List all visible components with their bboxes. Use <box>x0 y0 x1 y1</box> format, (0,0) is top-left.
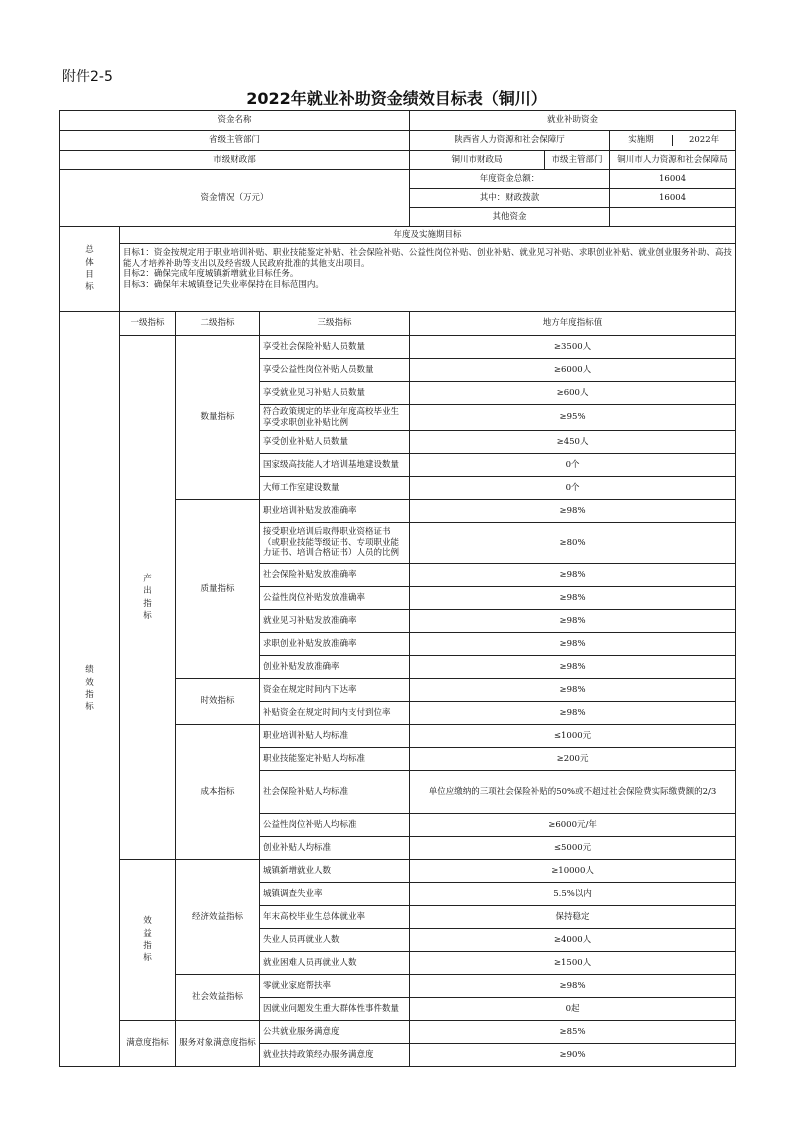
indicator-name: 求职创业补贴发放准确率 <box>260 633 410 656</box>
indicator-value: 0个 <box>410 454 736 477</box>
indicator-name: 年末高校毕业生总体就业率 <box>260 906 410 929</box>
period-label: 实施期 <box>610 135 673 146</box>
indicator-name: 国家级高技能人才培训基地建设数量 <box>260 454 410 477</box>
indicator-name: 享受创业补贴人员数量 <box>260 431 410 454</box>
indicator-name: 大师工作室建设数量 <box>260 477 410 500</box>
indicator-name: 社会保险补贴发放准确率 <box>260 564 410 587</box>
finance-value: 16004 <box>610 189 736 208</box>
col-value-header: 地方年度指标值 <box>410 312 736 336</box>
indicator-name: 创业补贴发放准确率 <box>260 656 410 679</box>
city-dept-value: 铜川市人力资源和社会保障局 <box>610 151 736 170</box>
fund-name-label: 资金名称 <box>60 111 410 131</box>
indicator-name: 享受就业见习补贴人员数量 <box>260 382 410 405</box>
quantity-indicator-label: 数量指标 <box>176 336 260 500</box>
overall-goal-label: 总体目标 <box>85 245 94 293</box>
indicator-value: ≥98% <box>410 975 736 998</box>
indicator-name: 城镇新增就业人数 <box>260 860 410 883</box>
indicator-name: 就业扶持政策经办服务满意度 <box>260 1044 410 1067</box>
fund-status-label: 资金情况（万元） <box>60 170 410 227</box>
output-indicator-label: 产出指标 <box>143 573 152 621</box>
indicator-value: ≥98% <box>410 587 736 610</box>
indicator-name: 城镇调查失业率 <box>260 883 410 906</box>
indicator-value: ≥98% <box>410 610 736 633</box>
indicator-name: 零就业家庭帮扶率 <box>260 975 410 998</box>
city-finance-label: 市级财政部 <box>60 151 410 170</box>
timeliness-indicator-label: 时效指标 <box>176 679 260 725</box>
indicator-value: ≥1500人 <box>410 952 736 975</box>
indicator-name: 就业困难人员再就业人数 <box>260 952 410 975</box>
indicator-value: ≥98% <box>410 633 736 656</box>
social-indicator-label: 社会效益指标 <box>176 975 260 1021</box>
indicator-name: 职业技能鉴定补贴人均标准 <box>260 748 410 771</box>
indicator-name: 职业培训补贴人均标准 <box>260 725 410 748</box>
service-satisfaction-label: 服务对象满意度指标 <box>176 1021 260 1067</box>
col-level1-header: 一级指标 <box>120 312 176 336</box>
indicator-value: ≥6000元/年 <box>410 814 736 837</box>
cost-indicator-label: 成本指标 <box>176 725 260 860</box>
economic-indicator-label: 经济效益指标 <box>176 860 260 975</box>
goal-3: 目标3：确保年末城镇登记失业率保持在目标范围内。 <box>123 279 324 290</box>
prov-dept-label: 省级主管部门 <box>60 131 410 151</box>
prov-dept-value: 陕西省人力资源和社会保障厅 <box>410 131 610 151</box>
indicator-name: 补贴资金在规定时间内支付到位率 <box>260 702 410 725</box>
indicator-value: ≥90% <box>410 1044 736 1067</box>
period-value: 2022年 <box>688 135 720 146</box>
indicator-value: 单位应缴纳的三项社会保险补贴的50%或不超过社会保险费实际缴费额的2/3 <box>410 771 736 814</box>
page-title: 2022年就业补助资金绩效目标表（铜川） <box>246 89 547 108</box>
total-value: 16004 <box>610 170 736 189</box>
indicator-value: ≥98% <box>410 564 736 587</box>
indicator-value: ≥4000人 <box>410 929 736 952</box>
indicator-name: 就业见习补贴发放准确率 <box>260 610 410 633</box>
col-level2-header: 二级指标 <box>176 312 260 336</box>
indicator-name: 公共就业服务满意度 <box>260 1021 410 1044</box>
city-dept-label: 市级主管部门 <box>545 151 610 170</box>
indicator-value: ≥200元 <box>410 748 736 771</box>
performance-table <box>59 110 736 1067</box>
indicator-value: ≥98% <box>410 679 736 702</box>
indicator-value: ≥450人 <box>410 431 736 454</box>
indicator-value: ≥6000人 <box>410 359 736 382</box>
indicator-name: 失业人员再就业人数 <box>260 929 410 952</box>
indicator-value: 0个 <box>410 477 736 500</box>
indicator-value: ≥3500人 <box>410 336 736 359</box>
indicator-value: ≥95% <box>410 405 736 431</box>
indicator-value: ≥10000人 <box>410 860 736 883</box>
quality-indicator-label: 质量指标 <box>176 500 260 679</box>
indicator-value: 5.5%以内 <box>410 883 736 906</box>
city-finance-value: 铜川市财政局 <box>410 151 545 170</box>
indicator-name: 公益性岗位补贴人均标准 <box>260 814 410 837</box>
indicator-value: ≤1000元 <box>410 725 736 748</box>
fund-name-value: 就业补助资金 <box>410 111 736 131</box>
indicator-name: 社会保险补贴人均标准 <box>260 771 410 814</box>
indicator-value: 保持稳定 <box>410 906 736 929</box>
satisfaction-indicator-label: 满意度指标 <box>120 1021 176 1067</box>
other-value <box>610 208 736 227</box>
indicator-name: 因就业问题发生重大群体性事件数量 <box>260 998 410 1021</box>
indicator-name: 公益性岗位补贴发放准确率 <box>260 587 410 610</box>
indicator-value: ≥85% <box>410 1021 736 1044</box>
finance-label: 其中：财政拨款 <box>410 189 610 208</box>
indicator-value: ≥98% <box>410 500 736 523</box>
annex-label: 附件2-5 <box>62 69 113 85</box>
goal-subheader: 年度及实施期目标 <box>120 227 736 244</box>
indicator-value: ≥98% <box>410 656 736 679</box>
indicator-name: 享受社会保险补贴人员数量 <box>260 336 410 359</box>
indicator-name: 接受职业培训后取得职业资格证书（或职业技能等级证书、专项职业能力证书、培训合格证书）人员的比例 <box>260 523 410 564</box>
col-level3-header: 三级指标 <box>260 312 410 336</box>
indicator-value: ≥600人 <box>410 382 736 405</box>
indicator-value: ≥98% <box>410 702 736 725</box>
indicator-value: ≤5000元 <box>410 837 736 860</box>
other-label: 其他资金 <box>410 208 610 227</box>
indicator-name: 享受公益性岗位补贴人员数量 <box>260 359 410 382</box>
goal-1: 目标1：资金按规定用于职业培训补贴、职业技能鉴定补贴、社会保险补贴、公益性岗位补贴、创业补贴、就业见习补贴、求职创业补贴、就业创业服务补助、高技能人才培养补助等支出以及经省级人民政府批准的其他支出项目。 <box>123 248 732 269</box>
goal-2: 目标2：确保完成年度城镇新增就业目标任务。 <box>123 269 299 280</box>
indicator-name: 资金在规定时间内下达率 <box>260 679 410 702</box>
indicator-name: 职业培训补贴发放准确率 <box>260 500 410 523</box>
benefit-indicator-label: 效益指标 <box>143 916 152 964</box>
indicator-value: ≥80% <box>410 523 736 564</box>
indicator-name: 符合政策规定的毕业年度高校毕业生享受求职创业补贴比例 <box>260 405 410 431</box>
indicator-name: 创业补贴人均标准 <box>260 837 410 860</box>
indicator-value: 0起 <box>410 998 736 1021</box>
total-label: 年度资金总额： <box>410 170 610 189</box>
perf-indicator-label: 绩效指标 <box>85 665 94 713</box>
